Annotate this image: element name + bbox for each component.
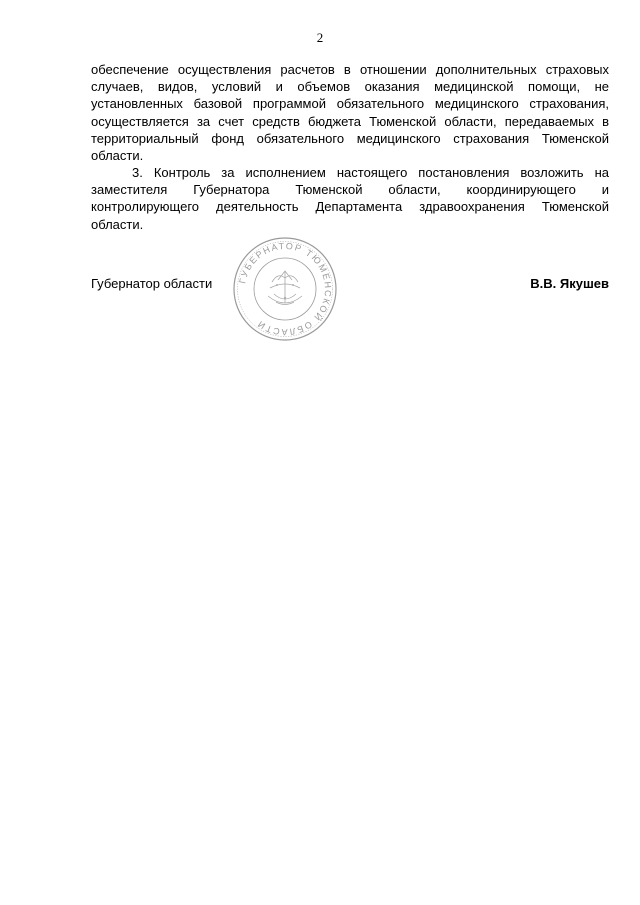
signatory-title: Губернатор области	[91, 276, 213, 291]
signature-block	[91, 276, 609, 296]
coat-of-arms-icon	[268, 271, 302, 305]
signatory-name: В.В. Якушев	[530, 276, 609, 291]
official-seal	[232, 236, 338, 342]
page-number: 2	[316, 30, 324, 45]
paragraph-funding: обеспечение осуществления расчетов в отношении дополнительных страховых случаев, видов, условий и объемов оказания медицинской помощи, не установленных базовой программой обязательного медицинского страхования, осуществляется за счет средств бюджета Тюменской области, передаваемых в территориальный фонд обязательного медицинского страхования Тюменской области.	[91, 62, 609, 164]
seal-text: ГУБЕРНАТОР ТЮМЕНСКОЙ ОБЛАСТИ	[237, 240, 334, 338]
paragraph-control: 3. Контроль за исполнением настоящего постановления возложить на заместителя Губернатора Тюменской области, координирующего и контролирующего деятельность Департамента здравоохранения Тюменской области.	[91, 165, 609, 232]
